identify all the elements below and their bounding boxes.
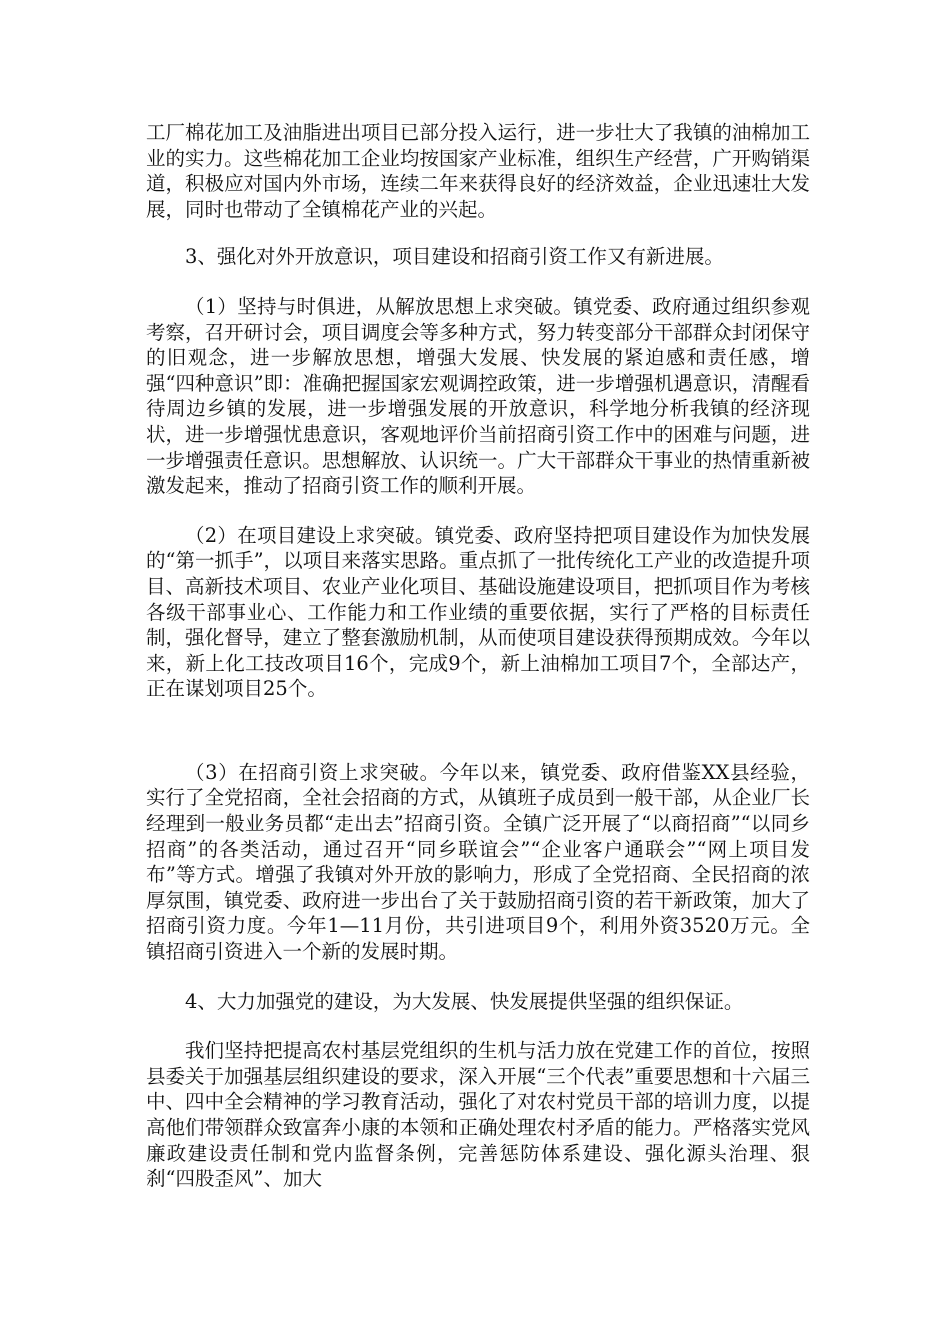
section-heading-opening-up: 3、强化对外开放意识，项目建设和招商引资工作又有新进展。 — [185, 245, 724, 269]
section-heading-party-building: 4、大力加强党的建设，为大发展、快发展提供坚强的组织保证。 — [185, 989, 744, 1013]
paragraph-emancipate-thinking: （1）坚持与时俱进，从解放思想上求突破。镇党委、政府通过组织参观考察，召开研讨会，项目调度会等多种方式，努力转变部分干部群众封闭保守的旧观念，进一步解放思想，增强大发展、快发展的紧迫感和责任感，增强“四种意识”即：准确把握国家宏观调控政策，进一步增强机遇意识，清醒看待周边乡镇的发展，进一步增强发展的开放意识，科学地分析我镇的经济现状，进一步增强忧患意识，客观地评价当前招商引资工作中的困难与问题，进一步增强责任意识。思想解放、认识统一。广大干部群众干事业的热情重新被激发起来，推动了招商引资工作的顺利开展。 — [146, 294, 810, 498]
paragraph-project-construction: （2）在项目建设上求突破。镇党委、政府坚持把项目建设作为加快发展的“第一抓手”，以项目来落实思路。重点抓了一批传统化工产业的改造提升项目、高新技术项目、农业产业化项目、基础设施建设项目，把抓项目作为考核各级干部事业心、工作能力和工作业绩的重要依据，实行了严格的目标责任制，强化督导，建立了整套激励机制，从而使项目建设获得预期成效。今年以来，新上化工技改项目16个，完成9个，新上油棉加工项目7个，全部达产，正在谋划项目25个。 — [146, 523, 810, 701]
paragraph-cotton-industry: 工厂棉花加工及油脂进出项目已部分投入运行，进一步壮大了我镇的油棉加工业的实力。这些棉花加工企业均按国家产业标准，组织生产经营，广开购销渠道，积极应对国内外市场，连续二年来获得良好的经济效益，企业迅速壮大发展，同时也带动了全镇棉花产业的兴起。 — [146, 121, 810, 221]
paragraph-grassroots-organization: 我们坚持把提高农村基层党组织的生机与活力放在党建工作的首位，按照县委关于加强基层组织建设的要求，深入开展“三个代表”重要思想和十六届三中、四中全会精神的学习教育活动，强化了对农村党员干部的培训力度，以提高他们带领群众致富奔小康的本领和正确处理农村矛盾的能力。严格落实党风廉政建设责任制和党内监督条例，完善惩防体系建设、强化源头治理、狠刹“四股歪风”、加大 — [146, 1039, 810, 1191]
paragraph-investment-attraction: （3）在招商引资上求突破。今年以来，镇党委、政府借鉴XX县经验，实行了全党招商，全社会招商的方式，从镇班子成员到一般干部，从企业厂长经理到一般业务员都“走出去”招商引资。全镇广泛开展了“以商招商”“以同乡招商”的各类活动，通过召开“同乡联谊会”“企业客户通联会”“网上项目发布”等方式。增强了我镇对外开放的影响力，形成了全党招商、全民招商的浓厚氛围，镇党委、政府进一步出台了关于鼓励招商引资的若干新政策，加大了招商引资力度。今年1—11月份，共引进项目9个，利用外资3520万元。全镇招商引资进入一个新的发展时期。 — [146, 760, 810, 964]
document-page — [146, 120, 810, 1216]
